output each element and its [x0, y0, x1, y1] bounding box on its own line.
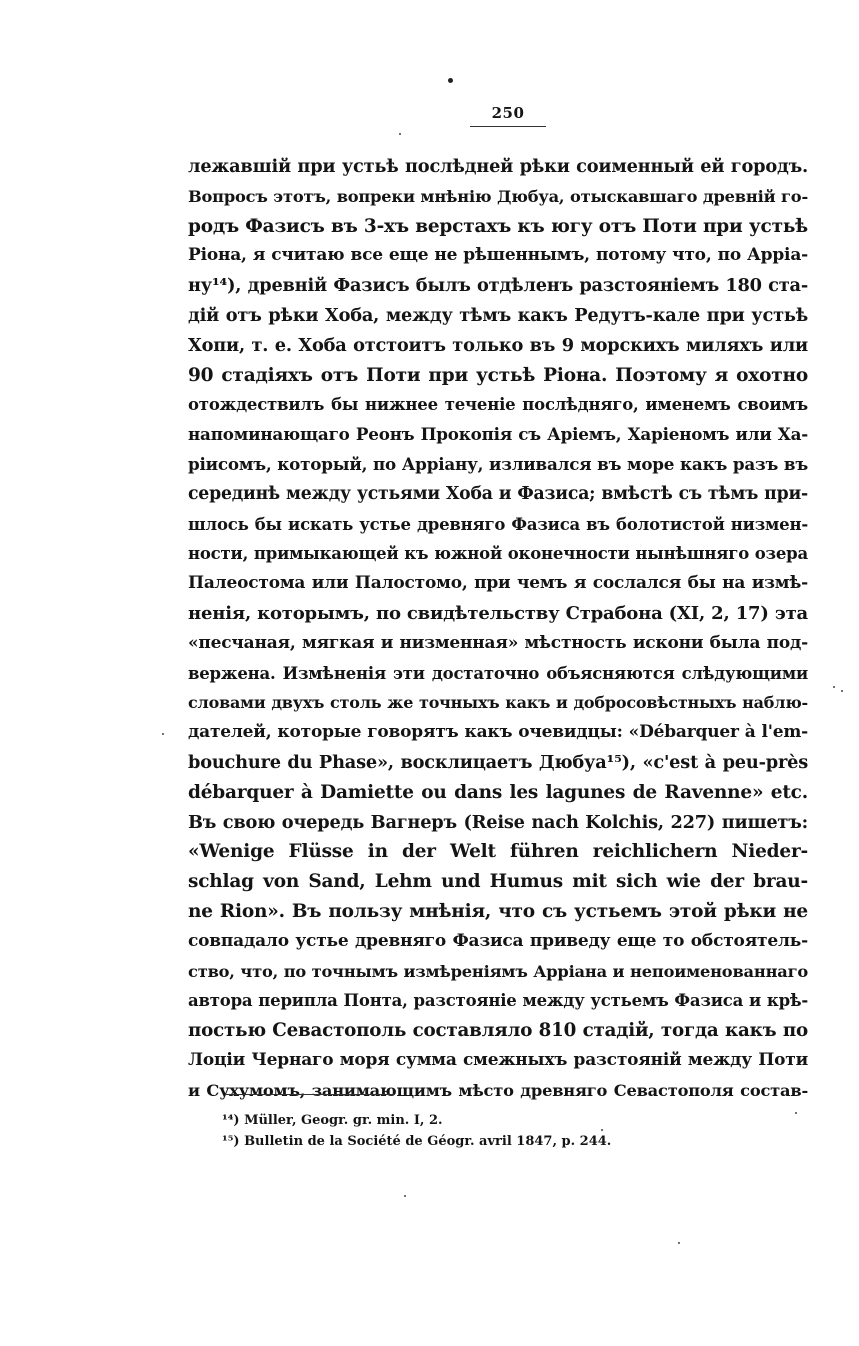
text-line: ну¹⁴), древній Фазисъ былъ отдѣленъ разстояніемъ 180 ста-: [188, 275, 808, 297]
text-line: Палеостома или Палостомо, при чемъ я сослался бы на измѣ-: [188, 573, 808, 594]
text-line: «песчаная, мягкая и низменная» мѣстность искони была под-: [188, 632, 808, 653]
text-line: автора перипла Понта, разстояніе между устьемъ Фазиса и крѣ-: [188, 991, 808, 1011]
scan-speck: [841, 690, 843, 692]
text-line: ненія, которымъ, по свидѣтельству Страбона (XI, 2, 17) эта: [188, 602, 808, 624]
text-line: ne Rion». Въ пользу мнѣнія, что съ устьемъ этой рѣки не: [188, 900, 808, 922]
text-line: Лоціи Чернаго моря сумма смежныхъ разстояній между Поти: [188, 1049, 808, 1070]
print-mark: [448, 78, 453, 83]
scan-speck: [678, 1242, 680, 1244]
text-line: Въ свою очередь Вагнеръ (Reise nach Kolchis, 227) пишетъ:: [188, 811, 808, 833]
text-line: лежавшій при устьѣ послѣдней рѣки соименный ей городъ.: [188, 156, 808, 177]
text-line: Ріона, я считаю все еще не рѣшеннымъ, потому что, по Арріа-: [188, 245, 808, 266]
text-line: постью Севастополь составляло 810 стадій, тогда какъ по: [188, 1020, 808, 1042]
header-rule: [470, 126, 546, 127]
footnote: ¹⁵) Bulletin de la Société de Géogr. avril 1847, p. 244.: [222, 1134, 612, 1149]
text-line: débarquer à Damiette ou dans les lagunes de Ravenne» etc.: [188, 781, 808, 803]
text-line: напоминающаго Реонъ Прокопія съ Аріемъ, Харіеномъ или Ха-: [188, 424, 808, 445]
text-line: 90 стадіяхъ отъ Поти при устьѣ Ріона. Поэтому я охотно: [188, 364, 808, 386]
footnote: ¹⁴) Müller, Geogr. gr. min. I, 2.: [222, 1113, 443, 1128]
text-line: совпадало устье древняго Фазиса приведу еще то обстоятель-: [188, 930, 808, 951]
scan-speck: [404, 1195, 406, 1197]
scan-speck: [795, 1112, 797, 1114]
page-number: 250: [491, 104, 525, 122]
text-line: ности, примыкающей къ южной оконечности нынѣшняго озера: [188, 544, 808, 564]
text-line: дателей, которые говорятъ какъ очевидцы: «Débarquer à l'em-: [188, 722, 808, 743]
text-line: Хопи, т. е. Хоба отстоитъ только въ 9 морскихъ миляхъ или: [188, 334, 808, 356]
text-line: bouchure du Phase», восклицаетъ Дюбуа¹⁵), «c'est à peu-près: [188, 751, 808, 773]
text-line: schlag von Sand, Lehm und Humus mit sich wie der brau-: [188, 871, 808, 893]
text-line: и Сухумомъ, занимающимъ мѣсто древняго Севастополя состав-: [188, 1080, 808, 1100]
text-line: родъ Фазисъ въ 3-хъ верстахъ къ югу отъ Поти при устьѣ: [188, 215, 808, 237]
footnote-separator: [225, 1094, 395, 1095]
text-line: словами двухъ столь же точныхъ какъ и добросовѣстныхъ наблю-: [188, 693, 808, 713]
text-line: дій отъ рѣки Хоба, между тѣмъ какъ Редутъ-кале при устьѣ: [188, 304, 808, 326]
scan-speck: [399, 133, 401, 135]
text-line: ріисомъ, который, по Арріану, изливался въ море какъ разъ въ: [188, 453, 808, 474]
scan-speck: [833, 686, 835, 688]
text-line: ство, что, по точнымъ измѣреніямъ Арріана и непоименованнаго: [188, 961, 808, 981]
scan-speck: [601, 1129, 603, 1131]
text-line: серединѣ между устьями Хоба и Фазиса; вмѣстѣ съ тѣмъ при-: [188, 483, 808, 504]
text-line: вержена. Измѣненія эти достаточно объясняются слѣдующими: [188, 663, 808, 683]
text-line: отождествилъ бы нижнее теченіе послѣдняго, именемъ своимъ: [188, 395, 808, 415]
body-text: [188, 152, 808, 1106]
text-line: Вопросъ этотъ, вопреки мнѣнію Дюбуа, отыскавшаго древній го-: [188, 186, 808, 206]
scan-speck: [162, 733, 164, 735]
footnotes: [222, 1110, 742, 1152]
text-line: шлось бы искать устье древняго Фазиса въ болотистой низмен-: [188, 514, 808, 534]
text-line: «Wenige Flüsse in der Welt führen reichlichern Nieder-: [188, 841, 808, 863]
